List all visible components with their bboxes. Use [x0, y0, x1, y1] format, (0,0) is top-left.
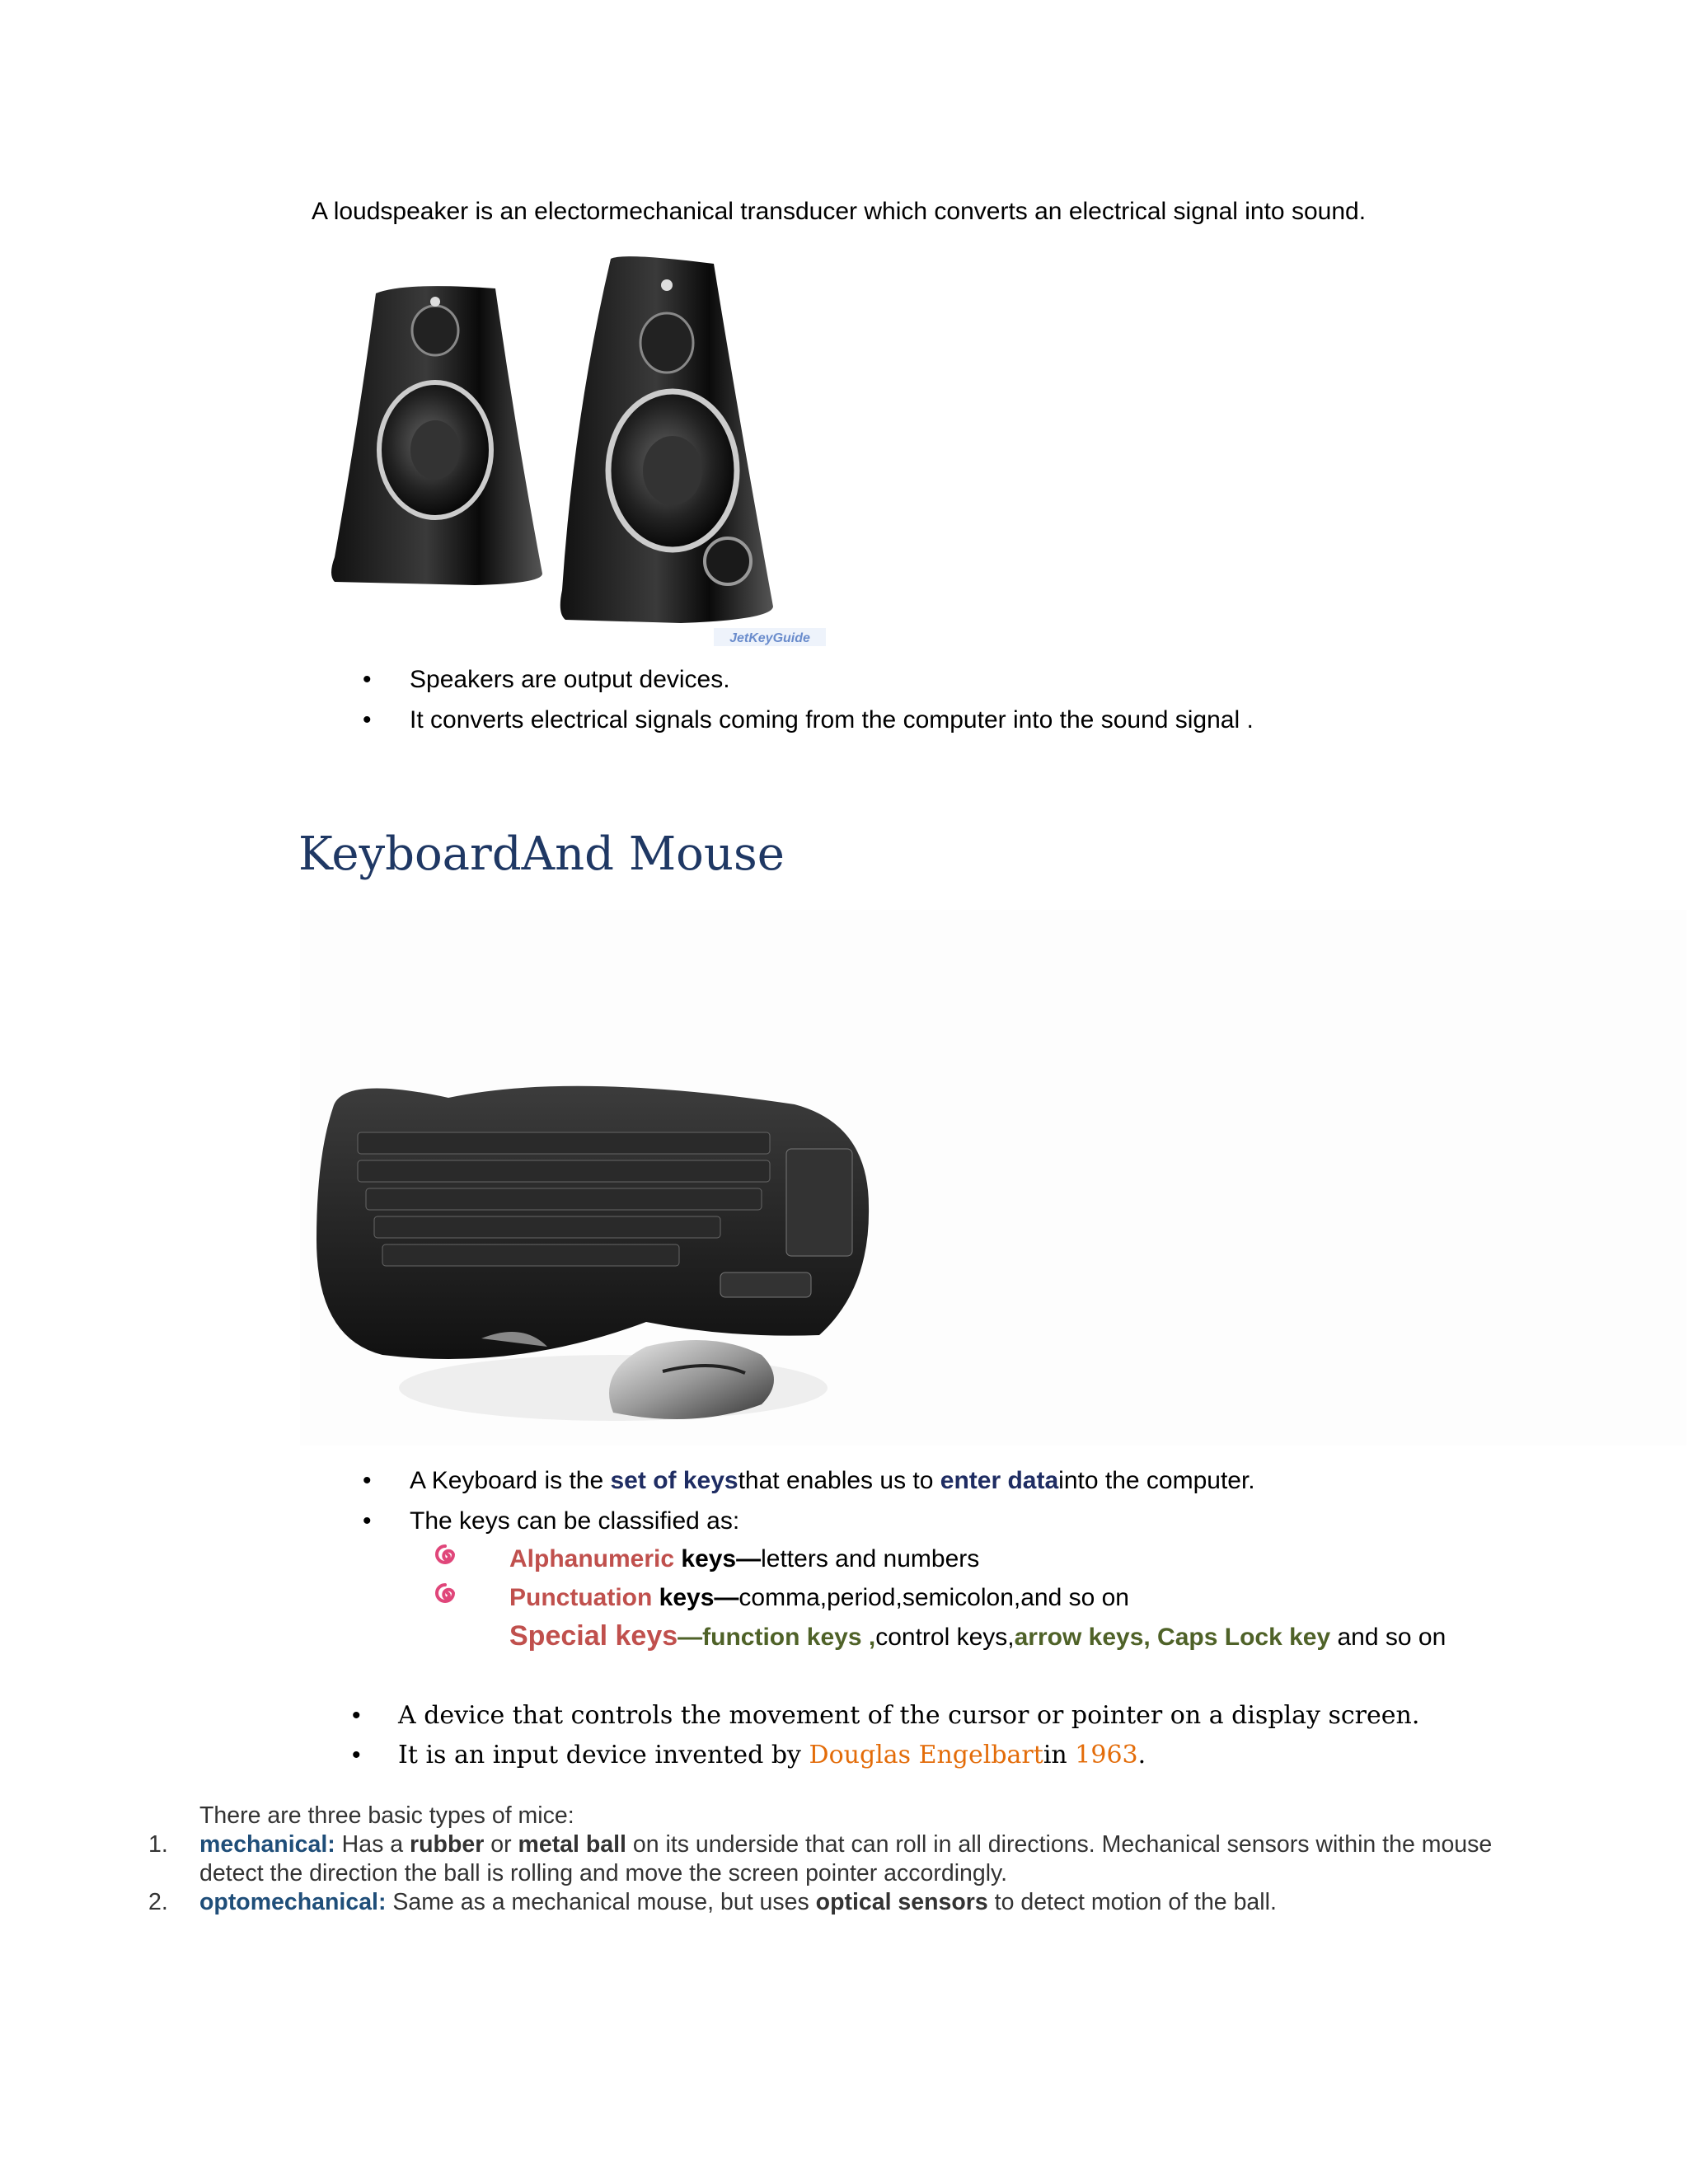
mouse-types-intro: There are three basic types of mice: [199, 1802, 574, 1829]
list-item: • A device that controls the movement of the cursor or pointer on a display screen. [352, 1701, 1420, 1730]
mouse-types-section [148, 1802, 1551, 1917]
swirl-bullet-icon [434, 1582, 457, 1605]
list-item: Special keys—function keys ,control keys,arrow keys, Caps Lock key and so on [509, 1620, 1447, 1652]
list-item: • It converts electrical signals coming from the computer into the sound signal . [363, 706, 1254, 733]
list-item: • A Keyboard is the set of keysthat enables us to enter datainto the computer. [363, 1467, 1255, 1494]
section-heading: KeyboardAnd Mouse [298, 827, 785, 881]
keyboard-mouse-image [300, 910, 1686, 1446]
intro-text: A loudspeaker is an electormechanical transducer which converts an electrical signal into sound. [312, 198, 1367, 225]
swirl-bullet-icon [434, 1543, 457, 1566]
key-types-list [509, 1540, 1446, 1657]
speaker-bullet-list [363, 659, 1254, 740]
speakers-image [326, 252, 829, 648]
list-item: Alphanumeric keys—letters and numbers [509, 1540, 1446, 1578]
list-item: 2. optomechanical: Same as a mechanical mouse, but uses optical sensors to detect motion of the ball. [148, 1889, 1277, 1915]
list-item: Punctuation keys—comma,period,semicolon,and so on [509, 1578, 1446, 1617]
list-item: • Speakers are output devices. [363, 666, 730, 693]
list-item: • It is an input device invented by Douglas Engelbartin 1963. [352, 1741, 1146, 1769]
mouse-bullet-list [352, 1696, 1420, 1775]
list-item: • The keys can be classified as: [363, 1507, 740, 1535]
keyboard-bullet-list [363, 1460, 1255, 1541]
speakers-watermark: JetKeyGuide [729, 631, 810, 645]
list-item: 1. mechanical: Has a rubber or metal ball on its underside that can roll in all directions. Mechanical sensors within the mouse detect the direction the ball is rolling and move the screen pointer accordingly. [148, 1831, 1493, 1886]
